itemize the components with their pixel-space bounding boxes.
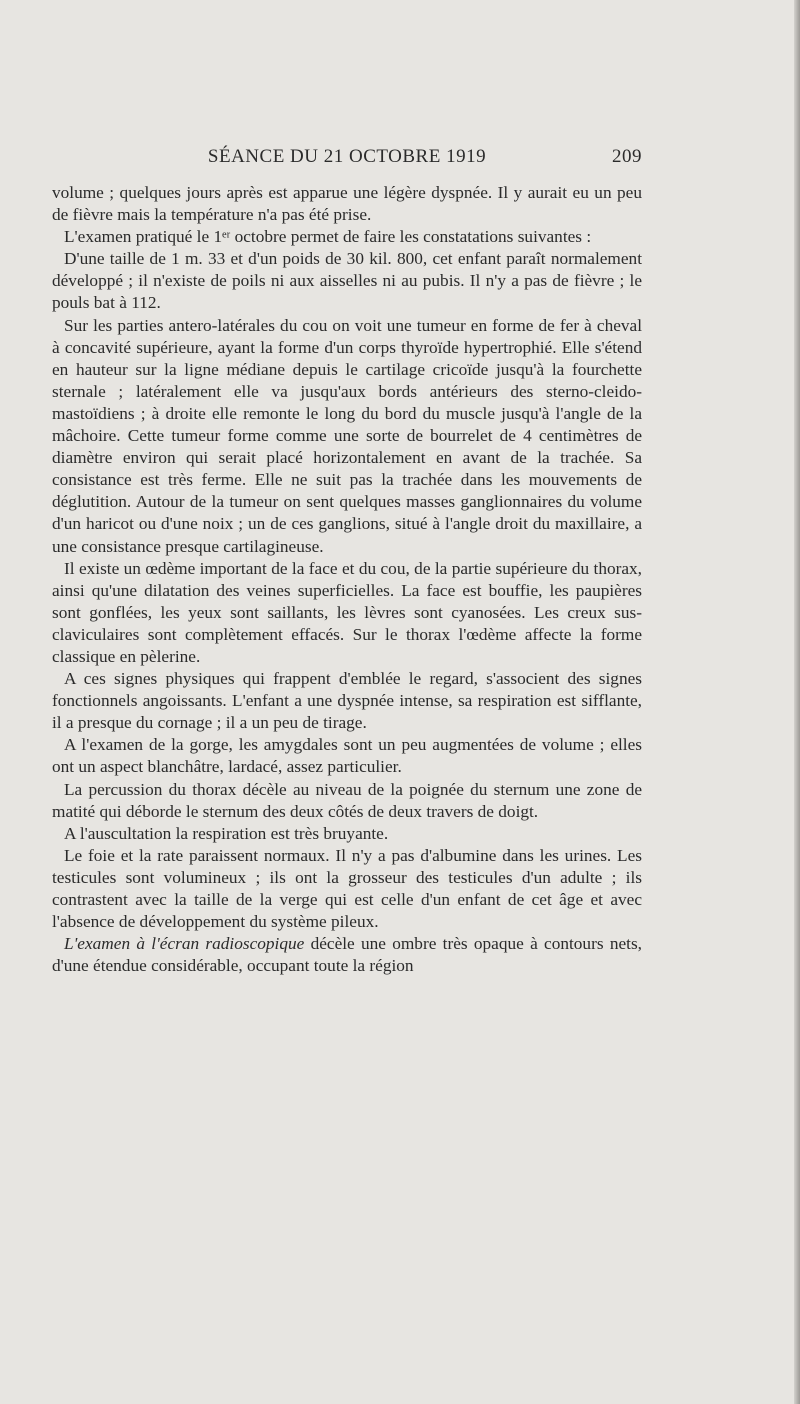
page-number: 209	[612, 146, 642, 167]
paragraph: D'une taille de 1 m. 33 et d'un poids de 30 kil. 800, cet enfant paraît normalement développé ; il n'existe de poils ni aux aisselles ni au pubis. Il n'y a pas de fièvre ; le pouls bat à 112.	[52, 249, 642, 313]
paragraph-rest: décèle une ombre très opaque à contours nets, d'une étendue considérable, occupant toute la région	[52, 934, 642, 976]
paragraph: L'examen pratiqué le 1ᵉʳ octobre permet de faire les constatations suivantes :	[64, 227, 592, 247]
paragraph: Sur les parties antero-latérales du cou on voit une tumeur en forme de fer à cheval à concavité supérieure, ayant la forme d'un corps thyroïde hypertrophié. Elle s'étend en hauteur sur la ligne médiane depuis le cartilage cricoïde jusqu'à la fourchette sternale ; latéralement elle va jusqu'aux bords antérieurs des sterno-cleido-mastoïdiens ; à droite elle remonte le long du bord du muscle jusqu'à l'angle de la mâchoire. Cette tumeur forme comme une sorte de bourrelet de 4 centimètres de diamètre environ qui serait placé horizontalement en avant de la trachée. Sa consistance est très ferme. Elle ne suit pas la trachée dans les mouvements de déglutition. Autour de la tumeur on sent quelques masses ganglionnaires du volume d'un haricot ou d'une noix ; un de ces ganglions, situé à l'angle droit du maxillaire, a une consistance presque cartilagineuse.	[52, 315, 642, 556]
paragraph: A l'auscultation la respiration est très bruyante.	[64, 823, 389, 843]
paragraph: Le foie et la rate paraissent normaux. Il n'y a pas d'albumine dans les urines. Les testicules sont volumineux ; ils ont la grosseur des testicules d'un adulte ; ils contrastent avec la taille de la verge qui est celle d'un enfant de cet âge et avec l'absence de développement du système pileux.	[52, 845, 642, 932]
paragraph: La percussion du thorax décèle au niveau de la poignée du sternum une zone de matité qui déborde le sternum des deux côtés de deux travers de doigt.	[52, 779, 642, 821]
paragraph-last	[52, 933, 642, 977]
italic-lead: L'examen à l'écran radioscopique	[64, 934, 305, 954]
header-title: SÉANCE DU 21 OCTOBRE 1919	[207, 146, 487, 167]
body-text	[52, 182, 642, 977]
paragraph: A ces signes physiques qui frappent d'emblée le regard, s'associent des signes fonctionnels angoissants. L'enfant a une dyspnée intense, sa respiration est sifflante, il a presque du cornage ; il a un peu de tirage.	[52, 669, 642, 733]
paragraph: Il existe un œdème important de la face et du cou, de la partie supérieure du thorax, ainsi qu'une dilatation des veines superficielles. La face est bouffie, les paupières sont gonflées, les yeux sont saillants, les lèvres sont cyanosées. Les creux sus-claviculaires sont complètement effacés. Sur le thorax l'œdème affecte la forme classique en pèlerine.	[52, 558, 642, 666]
running-header	[52, 146, 642, 172]
page-edge	[794, 0, 800, 1404]
paragraph: volume ; quelques jours après est apparue une légère dyspnée. Il y aurait eu un peu de fièvre mais la température n'a pas été prise.	[52, 183, 642, 225]
paragraph: A l'examen de la gorge, les amygdales sont un peu augmentées de volume ; elles ont un aspect blanchâtre, lardacé, assez particulier.	[52, 735, 642, 777]
